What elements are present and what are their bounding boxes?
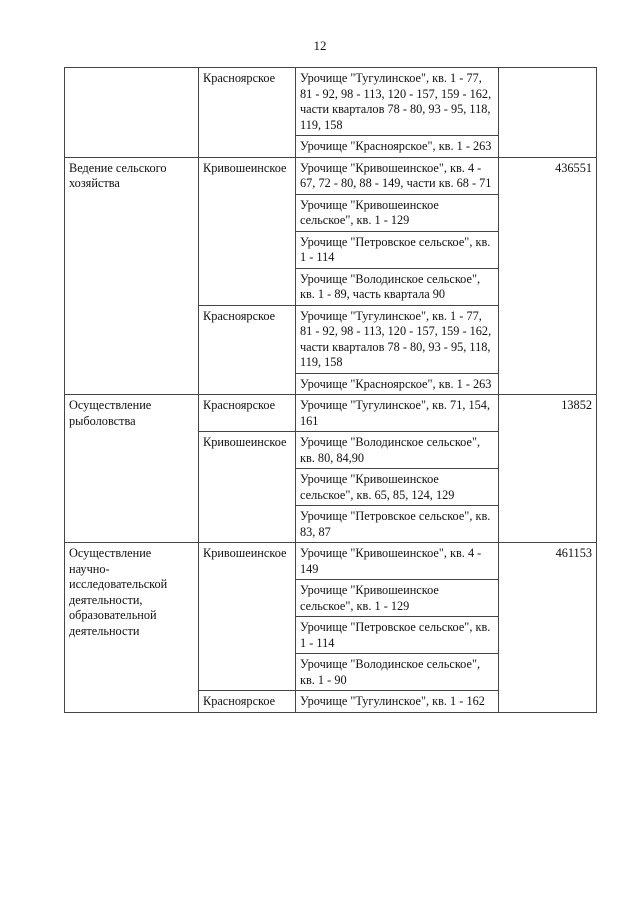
forestry-cell: Красноярское [199, 68, 296, 158]
forestry-cell: Красноярское [199, 395, 296, 432]
forestry-cell: Кривошеинское [199, 543, 296, 691]
tract-cell: Урочище "Петровское сельское", кв. 83, 87 [296, 506, 499, 543]
tract-cell: Урочище "Тугулинское", кв. 71, 154, 161 [296, 395, 499, 432]
forestry-cell: Красноярское [199, 691, 296, 713]
tract-cell: Урочище "Тугулинское", кв. 1 - 162 [296, 691, 499, 713]
tract-cell: Урочище "Тугулинское", кв. 1 - 77, 81 - 92, 98 - 113, 120 - 157, 159 - 162, части кварталов 78 - 80, 93 - 95, 118, 119, 158 [296, 68, 499, 136]
table-row [65, 157, 597, 194]
table-row [65, 68, 597, 136]
table-row [65, 543, 597, 580]
tract-cell: Урочище "Кривошеинское сельское", кв. 65, 85, 124, 129 [296, 469, 499, 506]
tract-cell: Урочище "Тугулинское", кв. 1 - 77, 81 - 92, 98 - 113, 120 - 157, 159 - 162, части кварталов 78 - 80, 93 - 95, 118, 119, 158 [296, 305, 499, 373]
land-use-table [64, 67, 597, 713]
tract-cell: Урочище "Петровское сельское", кв. 1 - 114 [296, 617, 499, 654]
forestry-cell: Кривошеинское [199, 432, 296, 543]
forestry-cell: Кривошеинское [199, 157, 296, 305]
activity-cell: Осуществление научно-исследовательской деятельности, образовательной деятельности [65, 543, 199, 713]
tract-cell: Урочище "Кривошеинское", кв. 4 - 149 [296, 543, 499, 580]
forestry-cell: Красноярское [199, 305, 296, 395]
area-cell: 436551 [499, 157, 597, 395]
area-cell [499, 68, 597, 158]
tract-cell: Урочище "Красноярское", кв. 1 - 263 [296, 373, 499, 395]
tract-cell: Урочище "Красноярское", кв. 1 - 263 [296, 136, 499, 158]
area-cell: 13852 [499, 395, 597, 543]
tract-cell: Урочище "Володинское сельское", кв. 1 - 89, часть квартала 90 [296, 268, 499, 305]
tract-cell: Урочище "Кривошеинское сельское", кв. 1 - 129 [296, 194, 499, 231]
tract-cell: Урочище "Володинское сельское", кв. 80, 84,90 [296, 432, 499, 469]
page-number: 12 [313, 38, 327, 53]
activity-cell: Ведение сельского хозяйства [65, 157, 199, 395]
table-body [65, 68, 597, 713]
tract-cell: Урочище "Кривошеинское", кв. 4 - 67, 72 - 80, 88 - 149, части кв. 68 - 71 [296, 157, 499, 194]
activity-cell [65, 68, 199, 158]
table-row [65, 395, 597, 432]
tract-cell: Урочище "Кривошеинское сельское", кв. 1 - 129 [296, 580, 499, 617]
activity-cell: Осуществление рыболовства [65, 395, 199, 543]
tract-cell: Урочище "Володинское сельское", кв. 1 - 90 [296, 654, 499, 691]
area-cell: 461153 [499, 543, 597, 713]
tract-cell: Урочище "Петровское сельское", кв. 1 - 114 [296, 231, 499, 268]
